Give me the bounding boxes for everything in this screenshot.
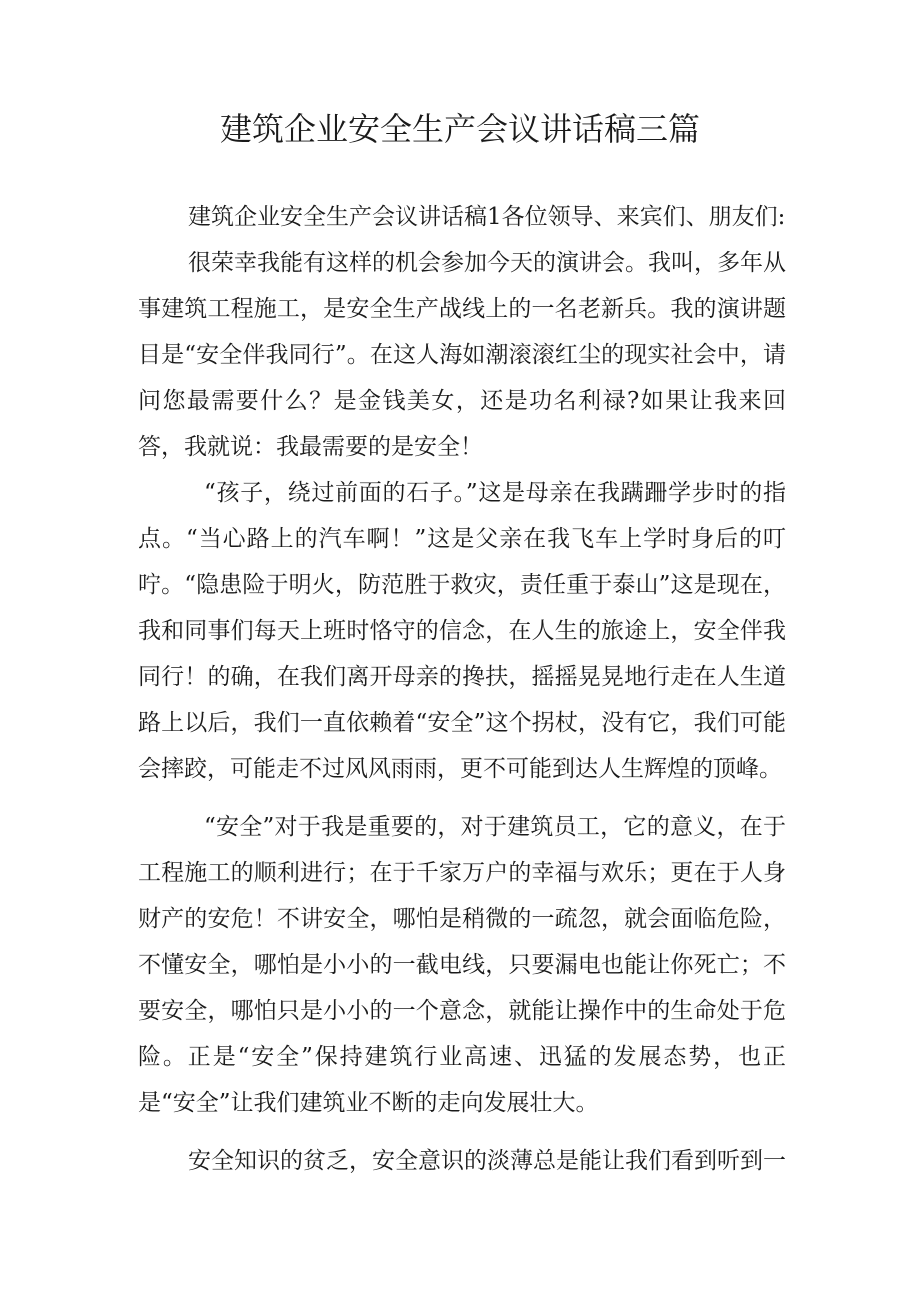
intro-paragraph: 建筑企业安全生产会议讲话稿1各位领导、来宾们、朋友们:	[188, 204, 786, 230]
document-title: 建筑企业安全生产会议讲话稿三篇	[219, 110, 700, 148]
paragraph: 安全知识的贫乏，安全意识的淡薄总是能让我们看到听到一	[188, 1148, 786, 1174]
paragraph: “安全”对于我是重要的，对于建筑员工，它的意义，在于工程施工的顺利进行；在于千家万户的幸福与欢乐；更在于人身财产的安危！不讲安全，哪怕是稍微的一疏忽，就会面临危险，不懂安全，哪怕是小小的一截电线，只要漏电也能让你死亡；不要安全，哪怕只是小小的一个意念，就能让操作中的生命处于危险。正是“安全”保持建筑行业高速、迅猛的发展态势，也正是“安全”让我们建筑业不断的走向发展壮大。	[138, 814, 786, 1116]
document-body	[138, 194, 786, 1184]
paragraph: 很荣幸我能有这样的机会参加今天的演讲会。我叫，多年从事建筑工程施工，是安全生产战线上的一名老新兵。我的演讲题目是“安全伴我同行”。在这人海如潮滚滚红尘的现实社会中，请问您最需要什么？是金钱美女，还是功名利禄?如果让我来回答，我就说：我最需要的是安全！	[138, 250, 786, 460]
paragraph: “孩子，绕过前面的石子。”这是母亲在我蹒跚学步时的指点。“当心路上的汽车啊！”这是父亲在我飞车上学时身后的叮咛。“隐患险于明火，防范胜于救灾，责任重于泰山”这是现在，我和同事们每天上班时恪守的信念，在人生的旅途上，安全伴我同行！的确，在我们离开母亲的搀扶，摇摇晃晃地行走在人生道路上以后，我们一直依赖着“安全”这个拐杖，没有它，我们可能会摔跤，可能走不过风风雨雨，更不可能到达人生辉煌的顶峰。	[138, 480, 786, 782]
